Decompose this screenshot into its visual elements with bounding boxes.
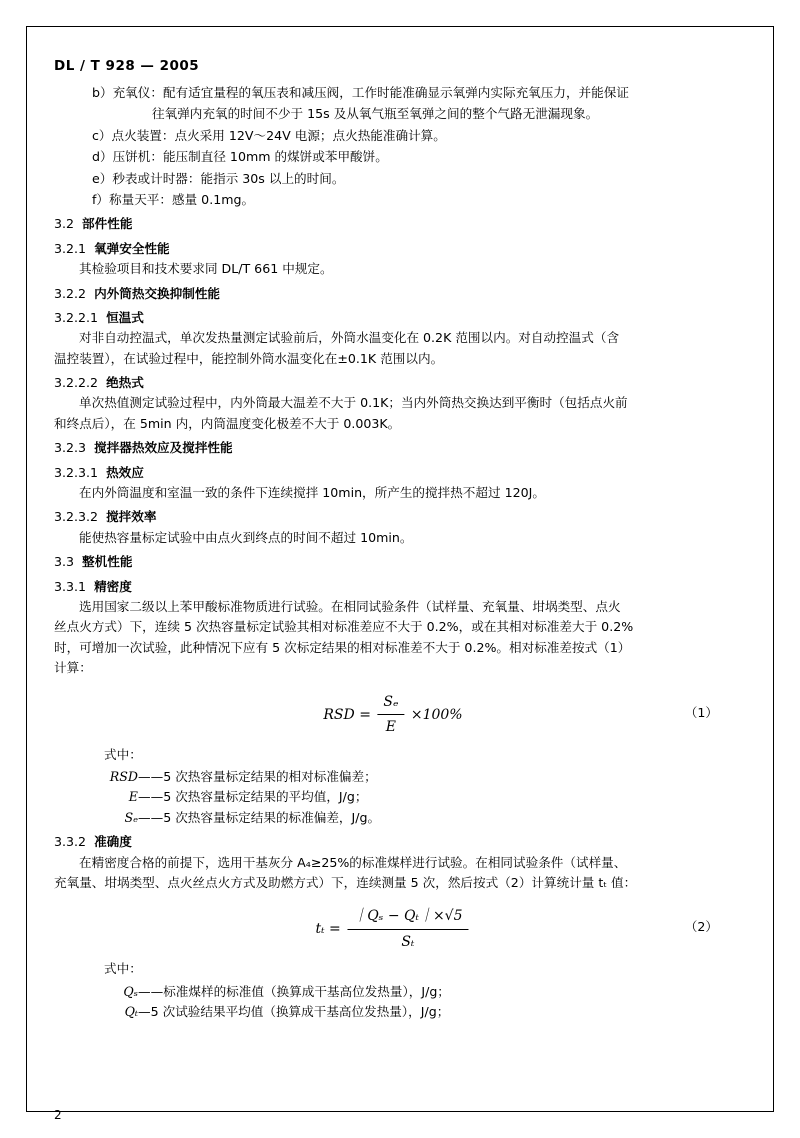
standard-number-header: DL / T 928 — 2005 <box>54 58 200 74</box>
paragraph-3-3-1-line3: 时，可增加一次试验，此种情况下应有 5 次标定结果的相对标准差不大于 0.2%。相对标准差按式（1） <box>54 639 631 655</box>
section-title: 氧弹安全性能 <box>94 240 170 256</box>
section-number: 3.2.2.1 <box>54 309 99 325</box>
definition-symbol: Qₜ <box>124 1004 138 1020</box>
definition-item <box>104 1002 732 1022</box>
paragraph-3-3-1-line4: 计算： <box>54 660 92 676</box>
list-item <box>92 190 732 210</box>
section-title: 搅拌器热效应及搅拌性能 <box>94 440 233 456</box>
formula-1-lhs: RSD = <box>323 706 371 723</box>
paragraph-3-2-2-2-line2: 和终点后），在 5min 内，内筒温度变化极差不大于 0.003K。 <box>54 415 401 431</box>
section-number: 3.2.1 <box>54 240 87 256</box>
definition-symbol: RSD <box>109 768 138 784</box>
list-item-text: e）秒表或计时器：能指示 30s 以上的时间。 <box>92 170 345 186</box>
definition-item <box>104 787 732 807</box>
section-number: 3.2.3.1 <box>54 464 99 480</box>
paragraph-3-2-3-1: 在内外筒温度和室温一致的条件下连续搅拌 10min，所产生的搅拌热不超过 120J。 <box>79 485 545 501</box>
formula-2-denominator: Sₜ <box>401 933 415 950</box>
list-item <box>92 83 732 103</box>
paragraph-3-2-2-2-line1: 单次热值测定试验过程中，内外筒最大温差不大于 0.1K；当内外筒热交换达到平衡时（包括点火前 <box>79 395 628 411</box>
page-content <box>54 58 754 1022</box>
definition-item <box>104 808 732 828</box>
section-heading-3-2-2-2 <box>54 373 732 393</box>
section-title: 整机性能 <box>82 554 133 570</box>
paragraph-3-2-3-2: 能使热容量标定试验中由点火到终点的时间不超过 10min。 <box>79 529 413 545</box>
list-item <box>92 126 732 146</box>
section-heading-3-2-1 <box>54 239 732 259</box>
list-item-text: 往氧弹内充氧的时间不少于 15s 及从氧气瓶至氧弹之间的整个气路无泄漏现象。 <box>152 106 599 122</box>
formula-2-numerator: ｜Qₛ − Qₜ｜×√5 <box>347 905 468 930</box>
section-heading-3-2 <box>54 214 732 234</box>
formula-2-where-label: 式中： <box>104 961 142 977</box>
list-item-text: c）点火装置：点火采用 12V～24V 电源；点火热能准确计算。 <box>92 127 446 143</box>
formula-1-fraction <box>377 691 404 739</box>
definition-text: ——5 次热容量标定结果的标准偏差，J/g。 <box>138 809 381 825</box>
formula-1 <box>54 691 732 735</box>
paragraph-3-3-1-line1: 选用国家二级以上苯甲酸标准物质进行试验。在相同试验条件（试样量、充氧量、坩埚类型、点火 <box>79 598 621 614</box>
definition-text: ——标准煤样的标准值（换算成干基高位发热量），J/g； <box>138 983 450 999</box>
section-number: 3.2.2 <box>54 285 87 301</box>
list-item-text: b）充氧仪：配有适宜量程的氧压表和减压阀，工作时能准确显示氧弹内实际充氧压力，并能保证 <box>92 85 629 100</box>
equipment-list <box>92 83 732 210</box>
formula-2-number: （2） <box>684 919 718 935</box>
section-heading-3-2-3-2 <box>54 507 732 527</box>
section-heading-3-3-2 <box>54 832 732 852</box>
formula-1-where-label: 式中： <box>104 746 142 762</box>
section-number: 3.2.3 <box>54 440 87 456</box>
section-number: 3.2 <box>54 216 75 232</box>
section-number: 3.3 <box>54 554 75 570</box>
paragraph-3-3-1-line2: 丝点火方式）下，连续 5 次热容量标定试验其相对标准差应不大于 0.2%，或在其相对标准差大于 0.2% <box>54 619 634 635</box>
paragraph-3-2-1: 其检验项目和技术要求同 DL/T 661 中规定。 <box>79 261 333 277</box>
definition-text: —5 次试验结果平均值（换算成干基高位发热量），J/g； <box>138 1004 450 1020</box>
section-title: 热效应 <box>106 464 144 480</box>
section-title: 搅拌效率 <box>106 509 157 525</box>
definition-text: ——5 次热容量标定结果的平均值，J/g； <box>138 789 368 805</box>
formula-1-numerator: Sₑ <box>377 691 404 716</box>
formula-1-definitions <box>54 767 732 828</box>
section-number: 3.3.1 <box>54 578 87 594</box>
section-title: 恒温式 <box>106 309 144 325</box>
body-column <box>54 83 732 1022</box>
page-number: 2 <box>54 1108 62 1122</box>
list-item <box>92 147 732 167</box>
section-title: 部件性能 <box>82 216 133 232</box>
formula-2-lhs: tₜ = <box>315 921 341 938</box>
definition-item <box>104 982 732 1002</box>
definition-item <box>104 767 732 787</box>
formula-1-denominator: E <box>385 719 397 736</box>
formula-2 <box>54 905 732 949</box>
list-item-text: d）压饼机：能压制直径 10mm 的煤饼或苯甲酸饼。 <box>92 149 388 165</box>
section-number: 3.2.3.2 <box>54 509 99 525</box>
section-title: 绝热式 <box>106 375 144 391</box>
list-item-text: f）称量天平：感量 0.1mg。 <box>92 191 255 207</box>
list-item-continuation <box>92 104 732 124</box>
paragraph-3-3-2-line2: 充氧量、坩埚类型、点火丝点火方式及助燃方式）下，连续测量 5 次，然后按式（2）计算统计量 tₜ 值： <box>54 874 637 890</box>
definition-symbol: Sₑ <box>124 809 138 825</box>
section-title: 精密度 <box>94 578 132 594</box>
section-heading-3-2-2 <box>54 284 732 304</box>
paragraph-3-2-2-1-line1: 对非自动控温式，单次发热量测定试验前后，外筒水温变化在 0.2K 范围以内。对自动控温式（含 <box>79 330 620 346</box>
section-title: 内外筒热交换抑制性能 <box>94 285 220 301</box>
section-number: 3.2.2.2 <box>54 375 99 391</box>
paragraph-3-2-2-1-line2: 温控装置），在试验过程中，能控制外筒水温变化在±0.1K 范围以内。 <box>54 350 444 366</box>
formula-1-number: （1） <box>684 704 718 720</box>
definition-symbol: E <box>128 789 138 805</box>
formula-2-fraction <box>347 905 468 953</box>
formula-2-definitions <box>54 982 732 1023</box>
formula-2-expression <box>315 905 470 953</box>
section-heading-3-2-3 <box>54 438 732 458</box>
paragraph-3-3-2-line1: 在精密度合格的前提下，选用干基灰分 A₄≥25%的标准煤样进行试验。在相同试验条件（试样量、 <box>79 854 627 870</box>
formula-1-suffix: ×100% <box>410 706 463 723</box>
section-title: 准确度 <box>94 834 132 850</box>
section-heading-3-3-1 <box>54 577 732 597</box>
definition-symbol: Qₛ <box>123 983 138 999</box>
list-item <box>92 169 732 189</box>
section-number: 3.3.2 <box>54 834 87 850</box>
formula-1-expression <box>323 691 462 739</box>
section-heading-3-3 <box>54 552 732 572</box>
section-heading-3-2-3-1 <box>54 463 732 483</box>
section-heading-3-2-2-1 <box>54 308 732 328</box>
definition-text: ——5 次热容量标定结果的相对标准偏差； <box>138 768 377 784</box>
